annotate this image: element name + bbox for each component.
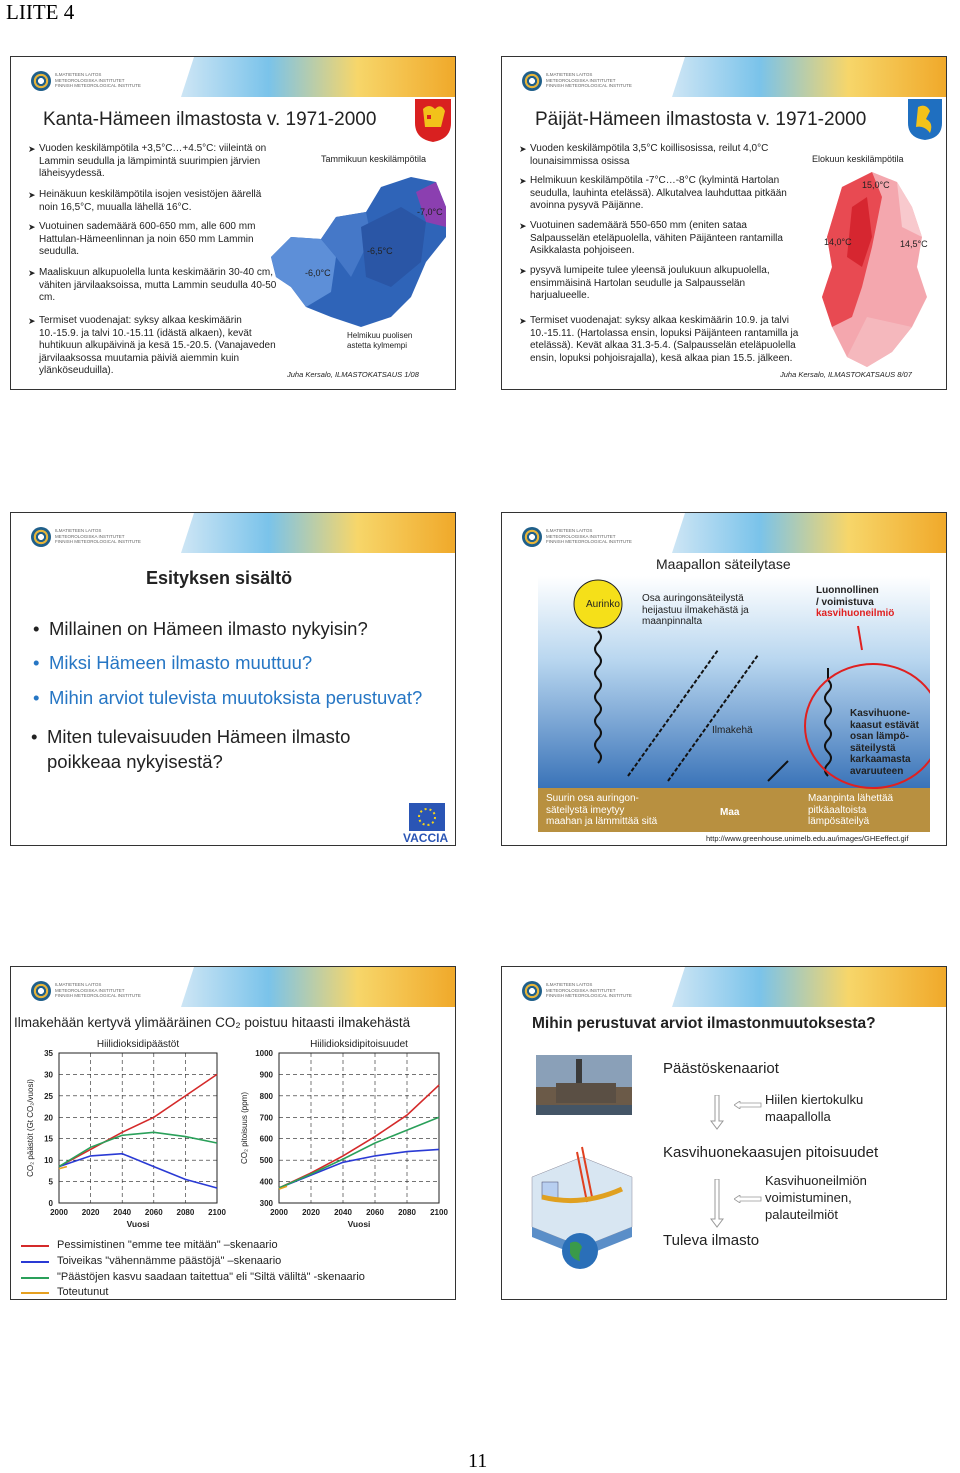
emission-text: Maanpinta lähettää pitkäaaltoista lämpösäteilyä: [808, 793, 894, 827]
y-tick-label: 500: [259, 1156, 273, 1166]
fmi-logo-icon: [31, 527, 51, 547]
x-axis-label: Vuosi: [126, 1219, 150, 1229]
arrow-down-icon: [710, 1095, 724, 1131]
slide-title: Päijät-Hämeen ilmastosta v. 1971-2000: [535, 109, 867, 130]
x-tick-label: 2080: [398, 1208, 416, 1217]
temp-label-east: -7,0°C: [417, 207, 443, 217]
agenda-item-3: • Mihin arviot tulevista muutoksista perustuvat?: [33, 687, 423, 708]
arrow-left-icon: [734, 1195, 762, 1203]
legend-item-middle: "Päästöjen kasvu saadaan taitettua" eli "Siltä väliltä" -skenaario: [31, 1271, 365, 1283]
x-tick-label: 2100: [430, 1208, 448, 1217]
earth-label: Maa: [720, 807, 740, 818]
x-tick-label: 2020: [302, 1208, 320, 1217]
temp-label-east: 14,5°C: [900, 239, 928, 249]
page-number: 11: [468, 1450, 488, 1472]
plot-frame: [279, 1053, 439, 1203]
step-ghg-concentrations: Kasvihuonekaasujen pitoisuudet: [663, 1144, 879, 1161]
slide-agenda: [10, 512, 456, 846]
slide-co2-charts: [10, 966, 456, 1300]
slide-projection-basis: [501, 966, 947, 1300]
agenda-item-4: • Miten tulevaisuuden Hämeen ilmasto: [31, 726, 351, 747]
eu-flag-icon: [409, 803, 445, 831]
atmosphere-label: Ilmakehä: [712, 725, 753, 736]
coat-of-arms-icon: [906, 97, 944, 141]
trapping-text: Kasvihuone- kaasut estävät osan lämpö- säteilystä karkaamasta avaruuteen: [850, 708, 919, 777]
series-line-2: [279, 1117, 439, 1188]
y-axis-label: CO₂ pitoisuus (ppm): [240, 1091, 249, 1165]
arrow-left-icon: [734, 1101, 762, 1109]
map-title: Tammikuun keskilämpötila: [321, 154, 427, 164]
y-tick-label: 900: [259, 1070, 273, 1080]
x-tick-label: 2000: [50, 1208, 68, 1217]
slide-credit: Juha Kersalo, ILMASTOKATSAUS 8/07: [780, 370, 912, 379]
x-tick-label: 2020: [81, 1208, 100, 1217]
temp-label-middle: -6,5°C: [367, 246, 393, 256]
slide-title: Maapallon säteilytase: [656, 556, 791, 572]
y-tick-label: 300: [259, 1199, 273, 1208]
step-future-climate: Tuleva ilmasto: [663, 1232, 760, 1249]
slide-title: Mihin perustuvat arviot ilmastonmuutoksesta?: [532, 1015, 876, 1032]
bullet-1: ➤ Vuoden keskilämpötila +3,5°C…+4.5°C: viileintä on Lammin seudulla ja lämpimintä suurimpien järvien läheisyydessä.: [28, 143, 267, 179]
temperature-map-paijat-hame: [812, 167, 942, 377]
absorption-text: Suurin osa auringon- säteilystä imeytyy maahan ja lämmittää sitä: [546, 793, 658, 827]
fmi-logo-text: ILMATIETEEN LAITOS METEOROLOGISKA INSTITUTET FINNISH METEOROLOGICAL INSTITUTE: [55, 528, 141, 544]
fmi-logo-text: ILMATIETEEN LAITOS METEOROLOGISKA INSTITUTET FINNISH METEOROLOGICAL INSTITUTE: [55, 72, 141, 88]
plot-frame: [59, 1053, 217, 1203]
vaccia-logo: VACCIA: [403, 831, 449, 845]
bullet-5: ➤ Termiset vuodenajat: syksy alkaa keskimäärin 10.9. ja talvi 10.-15.11. (Hartolassa ensin, lopuksi Päijänteen rantamilla ja etelässä). Kevät alkaa 31.3-5.4. (Salpausselän eteläpuolella ensin, lopuksi pohjoisrajalla), kesä alkaa pian 15.5. jälkeen.: [519, 315, 799, 364]
slide-title: Esityksen sisältö: [146, 568, 293, 588]
reflection-text: Osa auringonsäteilystä heijastuu ilmakehästä ja maanpinnalta: [642, 593, 749, 627]
y-tick-label: 5: [48, 1177, 53, 1187]
temp-label-north: 15,0°C: [862, 180, 890, 190]
slide-paijat-hame: [501, 56, 947, 390]
globe-icon: [560, 1231, 600, 1271]
co2-charts-svg: [11, 1031, 456, 1241]
x-axis-label: Vuosi: [347, 1219, 371, 1229]
temp-label-west: 14,0°C: [824, 237, 852, 247]
source-url: http://www.greenhouse.unimelb.edu.au/images/GHEeffect.gif: [706, 834, 909, 843]
chart-title: Hiilidioksidipitoisuudet: [310, 1039, 408, 1050]
natural-effect-text: Luonnollinen / voimistuva kasvihuoneilmiö: [816, 585, 895, 619]
fmi-logo-text: ILMATIETEEN LAITOS METEOROLOGISKA INSTITUTET FINNISH METEOROLOGICAL INSTITUTE: [546, 528, 632, 544]
y-tick-label: 10: [44, 1156, 53, 1166]
bullet-4: ➤ pysyvä lumipeite tulee yleensä joulukuun alkupuolella, ensimmäisinä Hartolan seudulle ja Salpausselän harjualueelle.: [519, 265, 770, 301]
carbon-cycle-text: Hiilen kiertokulku maapallolla: [765, 1092, 864, 1124]
fmi-logo-icon: [522, 981, 542, 1001]
y-tick-label: 600: [259, 1134, 273, 1144]
temp-label-west: -6,0°C: [305, 268, 331, 278]
y-tick-label: 30: [44, 1070, 53, 1080]
fmi-logo-text: ILMATIETEEN LAITOS METEOROLOGISKA INSTITUTET FINNISH METEOROLOGICAL INSTITUTE: [546, 72, 632, 88]
x-tick-label: 2100: [208, 1208, 226, 1217]
agenda-item-1: • Millainen on Hämeen ilmasto nykyisin?: [33, 618, 368, 639]
power-plant-image: [536, 1055, 632, 1115]
fmi-logo-icon: [31, 981, 51, 1001]
sun-label: Aurinko: [586, 599, 620, 610]
fmi-logo-icon: [522, 527, 542, 547]
agenda-item-2: • Miksi Hämeen ilmasto muuttuu?: [33, 652, 313, 673]
y-tick-label: 20: [44, 1113, 53, 1123]
legend-item-pessimistic: Pessimistinen "emme tee mitään" –skenaario: [31, 1239, 278, 1251]
y-axis-label: CO₂ päästöt (Gt CO₂/vuosi): [26, 1079, 35, 1177]
x-tick-label: 2040: [113, 1208, 132, 1217]
y-tick-label: 800: [259, 1091, 273, 1101]
legend-item-observed: Toteutunut: [31, 1286, 108, 1298]
slide-credit: Juha Kersalo, ILMASTOKATSAUS 1/08: [287, 370, 419, 379]
bullet-4: ➤ Maaliskuun alkupuolella lunta keskimäärin 30-40 cm, vähiten järvilaaksoissa, mutta Lammin seudulla 40-50 cm.: [28, 267, 277, 303]
bullet-1: ➤ Vuoden keskilämpötila 3,5°C koillisosissa, reilut 4,0°C lounaisimmissa osissa: [519, 143, 769, 167]
page-header-label: LIITE 4: [6, 0, 75, 24]
series-line-1: [279, 1149, 439, 1188]
y-tick-label: 35: [44, 1049, 53, 1058]
slide-kanta-hame: [10, 56, 456, 390]
series-line-0: [279, 1085, 439, 1188]
fmi-logo-text: ILMATIETEEN LAITOS METEOROLOGISKA INSTITUTET FINNISH METEOROLOGICAL INSTITUTE: [55, 982, 141, 998]
arrow-down-icon: [710, 1179, 724, 1229]
x-tick-label: 2080: [176, 1208, 195, 1217]
y-tick-label: 25: [44, 1091, 53, 1101]
y-tick-label: 400: [259, 1177, 273, 1187]
y-tick-label: 0: [48, 1199, 53, 1208]
coat-of-arms-icon: [413, 97, 453, 143]
fmi-logo-text: ILMATIETEEN LAITOS METEOROLOGISKA INSTITUTET FINNISH METEOROLOGICAL INSTITUTE: [546, 982, 632, 998]
series-line-1: [59, 1154, 217, 1188]
series-line-2: [59, 1132, 217, 1166]
y-tick-label: 700: [259, 1113, 273, 1123]
x-tick-label: 2000: [270, 1208, 288, 1217]
bullet-3: ➤ Vuotuinen sademäärä 550-650 mm (eniten sataa Salpausselän eteläpuolella, vähiten Päijänteen rantamilla Asikkalasta pohjoiseen.: [519, 220, 783, 256]
temperature-map-kanta-hame: [251, 167, 451, 347]
bullet-2: ➤ Helmikuun keskilämpötila -7°C…-8°C (kylmintä Hartolan seudulla, lauhinta etelässä). Alkutalvea lauhduttaa pitkään avoinna pysyvä Päijänne.: [519, 175, 787, 211]
x-tick-label: 2040: [334, 1208, 352, 1217]
legend-item-hopeful: Toiveikas "vähennämme päästöjä" –skenaario: [31, 1255, 281, 1267]
x-tick-label: 2060: [144, 1208, 163, 1217]
map-note: Helmikuu puolisen astetta kylmempi: [347, 331, 413, 350]
slide-radiation-balance: [501, 512, 947, 846]
agenda-item-4-continued: poikkeaa nykyisestä?: [47, 751, 223, 772]
y-tick-label: 1000: [255, 1049, 273, 1058]
step-emission-scenarios: Päästöskenaariot: [663, 1060, 779, 1077]
greenhouse-feedback-text: Kasvihuoneilmiön voimistuminen, palauteilmiöt: [765, 1173, 867, 1222]
slide-title: Kanta-Hämeen ilmastosta v. 1971-2000: [43, 109, 377, 130]
bullet-5: ➤ Termiset vuodenajat: syksy alkaa keskimäärin 10.-15.9. ja talvi 10.-15.11 (idästä alkaen), kevät huhtikuun alkupäivinä ja kesä 15.-20.5. (Vanajaveden järvilaaksossa muutamia päiviä aiemmin kuin ylänköseuduilla).: [28, 315, 276, 376]
slide-title: Ilmakehään kertyvä ylimääräinen CO₂ poistuu hitaasti ilmakehästä: [14, 1015, 411, 1030]
fmi-logo-icon: [31, 71, 51, 91]
y-tick-label: 15: [44, 1134, 53, 1144]
map-title: Elokuun keskilämpötila: [812, 154, 904, 164]
fmi-logo-icon: [522, 71, 542, 91]
x-tick-label: 2060: [366, 1208, 384, 1217]
bullet-3: ➤ Vuotuinen sademäärä 600-650 mm, alle 600 mm Hattulan-Hämeenlinnan ja noin 650 mm Lammin seudulla.: [28, 221, 256, 257]
chart-title: Hiilidioksidipäästöt: [96, 1039, 180, 1050]
bullet-2: ➤ Heinäkuun keskilämpötila isojen vesistöjen äärellä noin 16,5°C, muualla lähellä 16°C.: [28, 189, 262, 213]
